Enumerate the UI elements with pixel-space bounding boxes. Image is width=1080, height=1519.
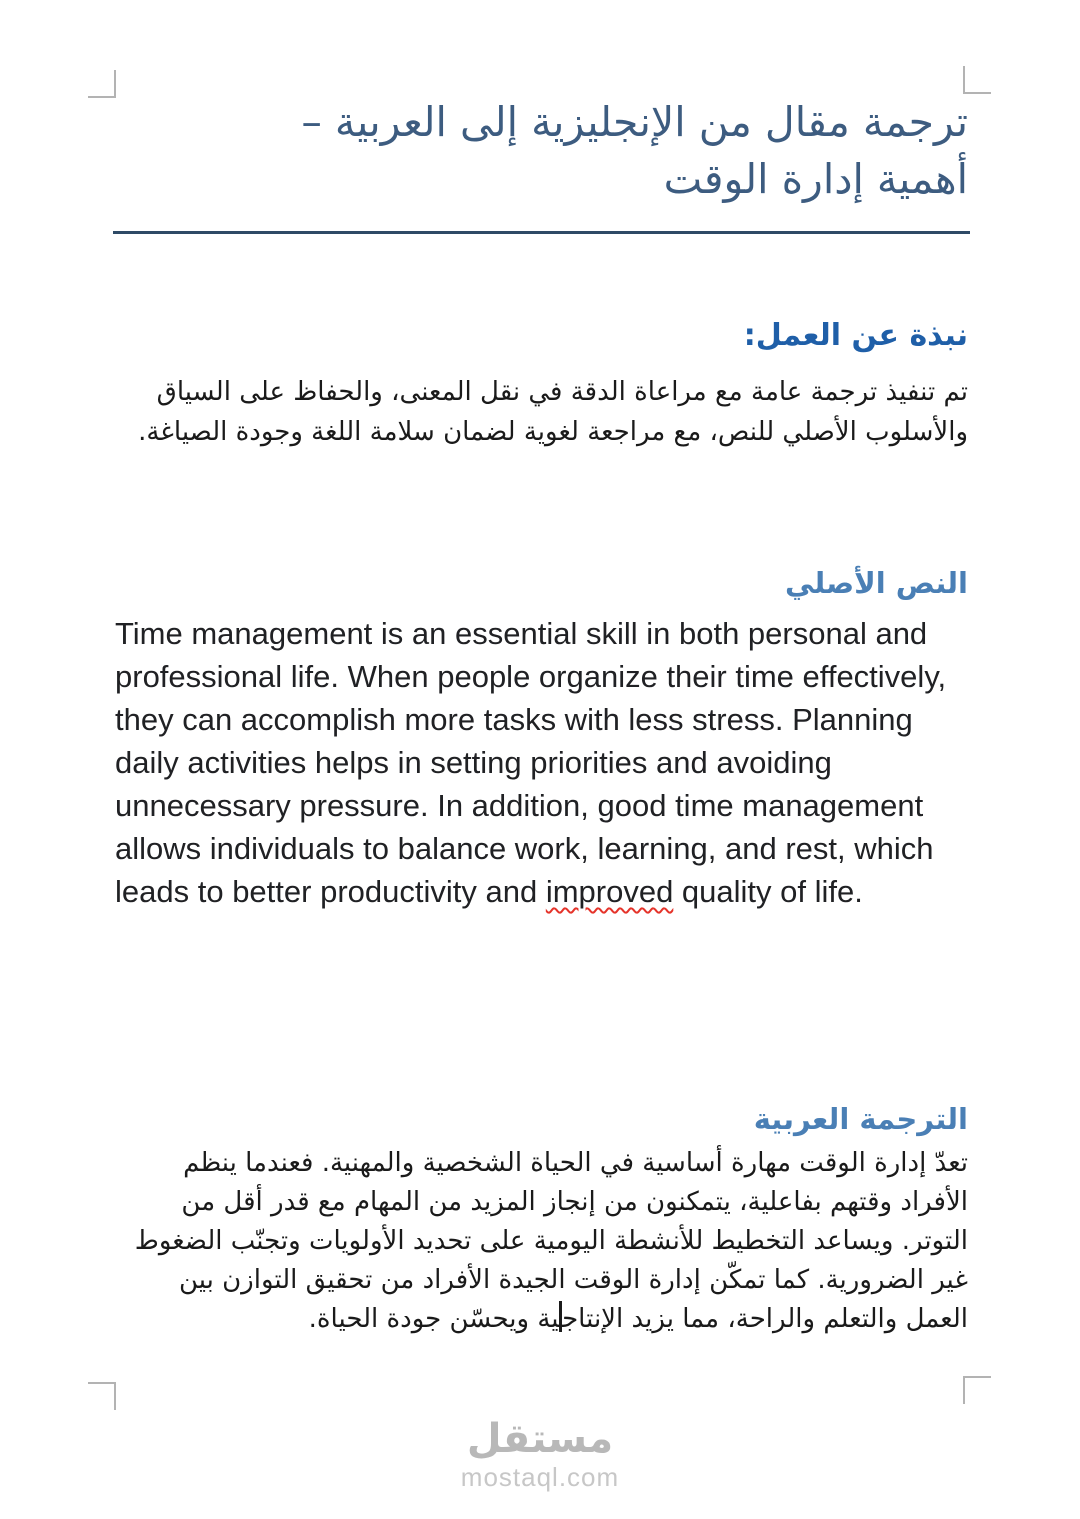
document-title-line-2: أهمية إدارة الوقت [663, 155, 968, 203]
original-text-before-flagged-word: Time management is an essential skill in both personal and professional life. When people organize their time effectively, they can accomplish more tasks with less stress. Planning daily activities helps in setting priorities and avoiding unnecessary pressure. In addition, good time management allows individuals to balance work, learning, and rest, which leads to better productivity and [115, 616, 947, 909]
original-text-after-flagged-word: quality of life. [673, 874, 863, 909]
watermark-domain: mostaql.com [460, 1462, 620, 1492]
document-title-line-1: ترجمة مقال من الإنجليزية إلى العربية – [301, 98, 968, 146]
original-text-paragraph [115, 612, 972, 913]
about-paragraph: تم تنفيذ ترجمة عامة مع مراعاة الدقة في نقل المعنى، والحفاظ على السياق والأسلوب الأصلي للنص، مع مراجعة لغوية لضمان سلامة اللغة وجودة الصياغة. [138, 377, 968, 447]
translation-paragraph [115, 1144, 968, 1339]
text-boundary-mark-bottom-left [88, 1382, 116, 1410]
title-underline-rule [113, 231, 970, 234]
text-boundary-mark-bottom-right [963, 1376, 991, 1404]
original-text-heading: النص الأصلي [784, 566, 968, 600]
about-section-heading: نبذة عن العمل: [743, 318, 968, 353]
translation-text-before-cursor: تعدّ إدارة الوقت مهارة أساسية في الحياة الشخصية والمهنية. فعندما ينظم الأفراد وقتهم بفاعلية، يتمكنون من إنجاز المزيد من المهام مع قدر أقل من التوتر. ويساعد التخطيط للأنشطة اليومية على تحديد الأولويات وتجنّب الضغوط غير الضرورية. كما تمكّن إدارة الوقت الجيدة الأفراد من تحقيق التوازن بين العمل والتعلم والراحة، مما يزيد الإنتاج‍ [134, 1148, 968, 1334]
translation-section-heading: الترجمة العربية [753, 1102, 968, 1136]
text-boundary-mark-top-left [88, 70, 116, 98]
mostaql-watermark [0, 1416, 1080, 1493]
watermark-brand-name: مستقل [466, 1416, 614, 1462]
document-title [115, 94, 968, 208]
text-boundary-mark-top-right [963, 66, 991, 94]
translation-text-after-cursor: ‍ية ويحسّن جودة الحياة. [308, 1304, 560, 1334]
spellcheck-flagged-word: improved [545, 874, 674, 909]
